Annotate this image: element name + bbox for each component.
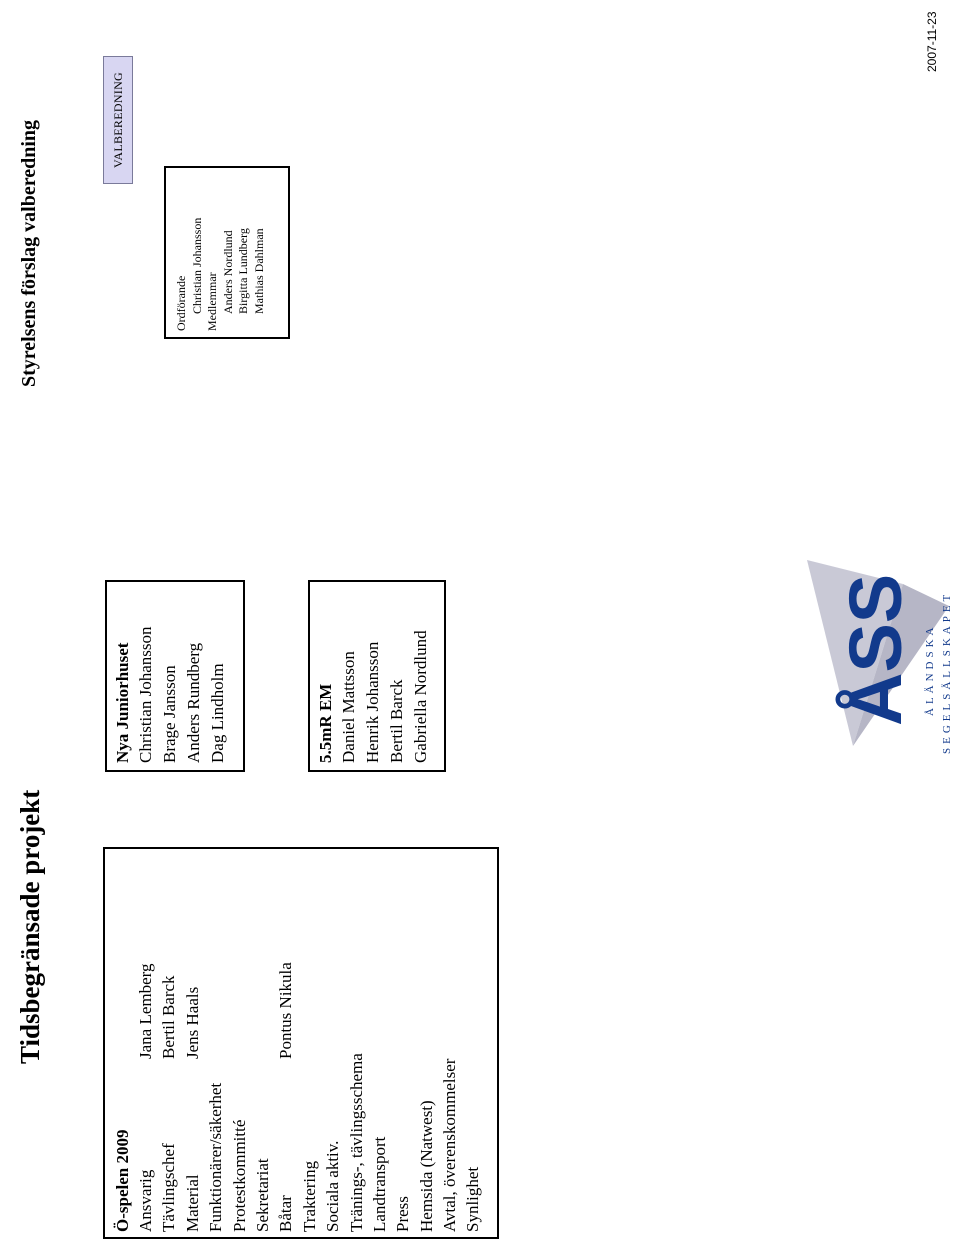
ospelen-row-value: Bertil Barck — [159, 975, 179, 1059]
ospelen-row-label: Synlighet — [463, 1166, 483, 1232]
ospelen-row-value: Pontus Nikula — [276, 962, 296, 1059]
ospelen-row-value: Jens Haals — [182, 986, 202, 1059]
sail-icon — [793, 516, 958, 756]
ospelen-row-label: Funktionärer/säkerhet — [206, 1082, 226, 1232]
ospelen-row-label: Avtal, överenskommelser — [440, 1058, 460, 1232]
ospelen-row-label: Press — [393, 1196, 413, 1232]
ospelen-row — [438, 849, 461, 1232]
valberedning-member: Birgitta Lundberg — [236, 228, 250, 314]
ospelen-row — [298, 849, 321, 1232]
ospelen-row — [251, 849, 274, 1232]
ospelen-row — [134, 849, 157, 1232]
ospelen-row — [345, 849, 368, 1232]
em55-member: Bertil Barck — [387, 679, 406, 763]
ospelen-row-label: Traktering — [299, 1160, 319, 1232]
ospelen-row-label: Tränings-, tävlingsschema — [346, 1053, 366, 1232]
ospelen-row — [321, 849, 344, 1232]
ospelen-box — [103, 847, 499, 1239]
date: 2007-11-23 — [925, 11, 939, 72]
em55-member: Daniel Mattsson — [339, 651, 358, 763]
logo-line2: SEGELSÄLLSKAPET — [941, 590, 953, 754]
em55-member: Gabriella Nordlund — [411, 630, 430, 763]
ospelen-row — [391, 849, 414, 1232]
ospelen-rows — [134, 849, 485, 1232]
juniorhuset-member: Christian Johansson — [136, 626, 155, 763]
ospelen-row — [157, 849, 180, 1232]
ospelen-row — [228, 849, 251, 1232]
logo-line1: ÅLÄNDSKA — [924, 623, 936, 716]
juniorhuset-member: Dag Lindholm — [208, 663, 227, 763]
ospelen-row — [181, 849, 204, 1232]
ass-logo — [793, 516, 958, 756]
juniorhuset-box — [105, 580, 245, 772]
right-title: Styrelsens förslag valberedning — [18, 119, 40, 387]
ospelen-row — [415, 849, 438, 1232]
valberedning-members-label: Medlemmar — [205, 272, 219, 331]
left-title: Tidsbegränsade projekt — [15, 789, 45, 1064]
valberedning-member: Anders Nordlund — [220, 230, 235, 314]
ospelen-row-label: Tävlingschef — [159, 1143, 179, 1232]
ospelen-row-label: Landtransport — [369, 1136, 389, 1232]
valberedning-chair: Christian Johansson — [189, 217, 204, 314]
em55-box — [308, 580, 446, 772]
valberedning-box — [164, 166, 290, 339]
logo-text: ÅSS — [834, 573, 917, 726]
ospelen-row — [274, 849, 297, 1232]
em55-heading: 5.5mR EM — [316, 683, 335, 763]
valberedning-member: Mathias Dahlman — [251, 228, 266, 314]
ospelen-row — [461, 849, 484, 1232]
ospelen-row-label: Material — [182, 1174, 202, 1232]
ospelen-row-label: Sekretariat — [252, 1158, 272, 1232]
ospelen-row-label: Sociala aktiv. — [323, 1140, 343, 1232]
juniorhuset-heading: Nya Juniorhuset — [113, 642, 132, 763]
ospelen-row-label: Protestkommitté — [229, 1119, 249, 1232]
ospelen-row-label: Båtar — [276, 1195, 296, 1232]
ospelen-row — [368, 849, 391, 1232]
em55-member: Henrik Johansson — [363, 641, 382, 763]
ospelen-row — [204, 849, 227, 1232]
ospelen-row-value: Jana Lemberg — [136, 963, 155, 1059]
valberedning-chair-label: Ordförande — [174, 275, 188, 331]
ospelen-row-label: Ansvarig — [136, 1169, 155, 1232]
valberedning-header: VALBEREDNING — [103, 56, 133, 184]
ospelen-row-label: Hemsida (Natwest) — [416, 1100, 436, 1232]
juniorhuset-member: Anders Rundberg — [184, 642, 203, 763]
juniorhuset-member: Brage Jansson — [160, 665, 179, 763]
ospelen-heading: Ö-spelen 2009 — [113, 1129, 132, 1232]
